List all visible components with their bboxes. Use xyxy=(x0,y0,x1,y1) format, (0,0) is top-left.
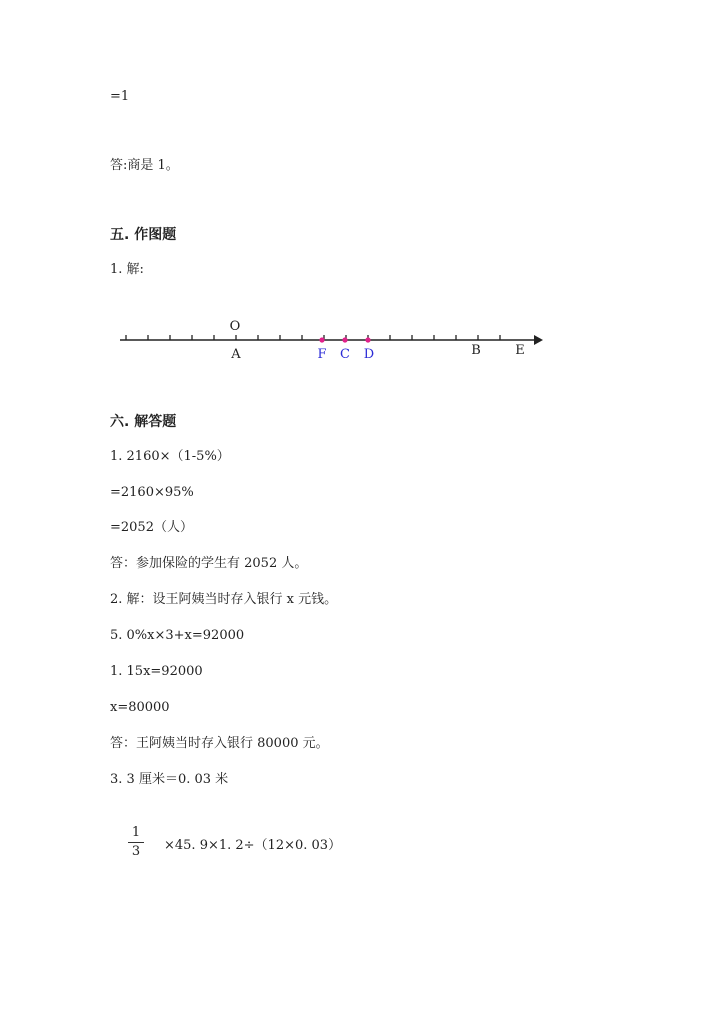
label-F: F xyxy=(317,347,327,362)
number-line-arrow xyxy=(534,335,543,345)
number-line xyxy=(110,312,550,366)
problem-2-answer: 答：王阿姨当时存入银行 80000 元。 xyxy=(110,736,329,751)
label-A: A xyxy=(231,347,241,362)
fraction-numerator: 1 xyxy=(131,825,141,840)
label-D: D xyxy=(363,347,375,362)
problem-1-answer: 答：参加保险的学生有 2052 人。 xyxy=(110,556,308,571)
fraction-one-third xyxy=(128,826,144,859)
point-D-dot xyxy=(365,337,370,342)
point-F-dot xyxy=(319,337,324,342)
label-E: E xyxy=(515,343,525,358)
label-C: C xyxy=(340,347,350,362)
equation-result: =1 xyxy=(110,89,130,104)
fraction-denominator: 3 xyxy=(131,844,141,859)
question-1-label: 1. 解: xyxy=(110,262,144,277)
problem-2-line-1: 2. 解：设王阿姨当时存入银行 x 元钱。 xyxy=(110,592,338,607)
problem-3-line-1: 3. 3 厘米＝0. 03 米 xyxy=(110,772,229,787)
problem-2-line-4: x=80000 xyxy=(110,700,170,715)
problem-1-line-2: =2160×95% xyxy=(110,485,194,500)
section-title-solutions: 六. 解答题 xyxy=(110,414,177,430)
problem-2-line-3: 1. 15x=92000 xyxy=(110,664,203,679)
problem-1-line-1: 1. 2160×（1-5%） xyxy=(110,449,230,464)
problem-2-line-2: 5. 0%x×3+x=92000 xyxy=(110,628,245,643)
label-B: B xyxy=(471,343,481,358)
fraction-bar xyxy=(128,842,144,843)
problem-3-expression: ×45. 9×1. 2÷（12×0. 03） xyxy=(164,838,342,853)
point-C-dot xyxy=(342,337,347,342)
problem-1-line-3: =2052（人） xyxy=(110,520,193,535)
answer-quotient: 答:商是 1。 xyxy=(110,158,179,173)
section-title-drawing: 五. 作图题 xyxy=(110,227,177,243)
label-O: O xyxy=(229,319,241,334)
